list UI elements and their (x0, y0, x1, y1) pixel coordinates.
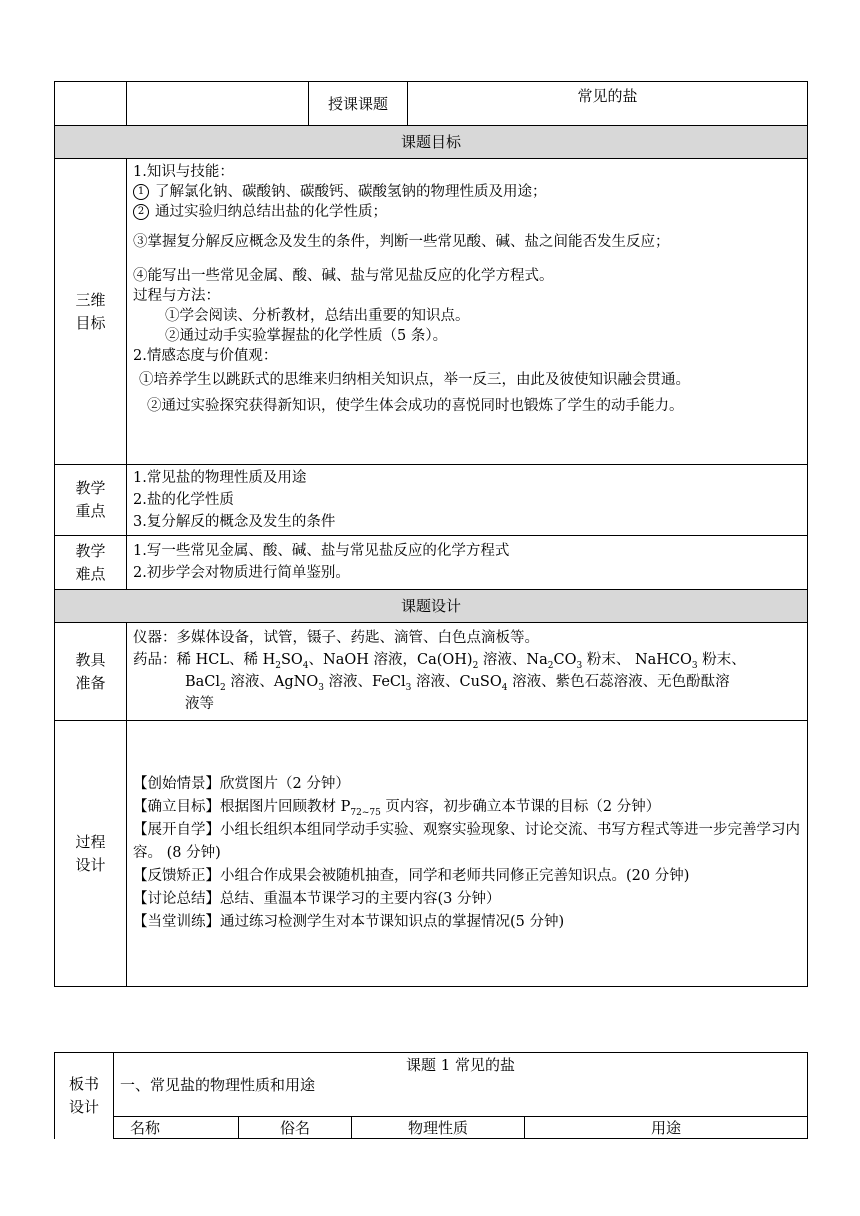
goals-side-1: 三维 (75, 290, 106, 309)
goals-row (55, 159, 808, 465)
keypoints-side-1: 教学 (75, 479, 106, 497)
drug-text: BaCl (185, 674, 221, 690)
board-design-table (54, 1052, 808, 1139)
board-header-row (55, 1117, 808, 1139)
header-row (55, 82, 808, 126)
board-side-2: 设计 (68, 1097, 99, 1116)
design-section-header: 课题设计 (55, 590, 808, 623)
board-title: 课题 1 常见的盐 (405, 1056, 516, 1074)
equipment-side-2: 准备 (75, 673, 106, 692)
board-subtitle: 一、常见盐的物理性质和用途 (120, 1076, 316, 1094)
drugs-line-1 (133, 649, 801, 671)
drug-text: 稀 HCL、稀 H (176, 652, 276, 668)
drug-sub: 3 (405, 682, 412, 693)
knowledge-item-2 (133, 202, 801, 222)
number-circle: 2 (133, 204, 149, 220)
column-common-name: 俗名 (239, 1117, 352, 1139)
topic-label: 授课课题 (309, 82, 408, 126)
knowledge-item-2-text: 通过实验归纳总结出盐的化学性质； (155, 204, 387, 220)
equipment-content (127, 623, 808, 721)
process-method-title: 过程与方法： (133, 288, 220, 304)
keypoints-side-label (55, 465, 127, 536)
drugs-line-2 (133, 671, 801, 693)
process-step: 【讨论总结】总结、重温本节课学习的主要内容(3 分钟） (133, 891, 501, 907)
process-step: 【创始情景】欣赏图片（2 分钟） (133, 776, 350, 792)
drug-text: CO (553, 652, 577, 668)
knowledge-item-1 (133, 182, 801, 202)
drug-sub: 2 (220, 682, 226, 693)
drug-sub: 4 (501, 682, 508, 693)
process-step-text: 【确立目标】根据图片回顾教材 P (133, 799, 351, 815)
process-side-label (55, 721, 127, 987)
lesson-plan-table (54, 81, 808, 987)
drug-sub: 2 (275, 660, 281, 671)
drug-text: 溶液、FeCl (323, 674, 406, 690)
process-step: 【反馈矫正】小组合作成果会被随机抽查，同学和老师共同修正完善知识点。(20 分钟) (133, 868, 690, 884)
process-step-text: 页内容，初步确立本节课的目标（2 分钟） (380, 799, 661, 815)
difficulties-content (127, 536, 808, 590)
process-side-1: 过程 (75, 832, 106, 851)
keypoints-row (55, 465, 808, 536)
difficulties-row (55, 536, 808, 590)
drug-text: 、NaOH 溶液，Ca(OH) (308, 652, 473, 668)
drug-sub: 3 (318, 682, 324, 693)
drug-text: 粉末、 NaHCO (582, 652, 692, 668)
design-section-row (55, 590, 808, 623)
header-blank-cell-2 (127, 82, 309, 126)
keypoints-side-2: 重点 (75, 502, 106, 520)
process-side-2: 设计 (75, 855, 106, 874)
difficulty-item: 1.写一些常见金属、酸、碱、盐与常见盐反应的化学方程式 (133, 543, 510, 559)
board-title-cell (114, 1053, 808, 1117)
goals-side-2: 目标 (75, 313, 106, 332)
keypoint-item: 3.复分解反的概念及发生的条件 (133, 514, 336, 530)
drug-sub: 2 (547, 660, 554, 671)
difficulties-side-1: 教学 (75, 541, 106, 560)
difficulties-side-2: 难点 (75, 564, 106, 583)
drug-sub: 3 (576, 660, 583, 671)
equipment-side-label (55, 623, 127, 721)
board-side-1: 板书 (68, 1074, 99, 1093)
knowledge-item-3: ③掌握复分解反应概念及发生的条件，判断一些常见酸、碱、盐之间能否发生反应； (133, 234, 670, 250)
column-name: 名称 (114, 1117, 239, 1139)
process-method-item-1: ①学会阅读、分析教材，总结出重要的知识点。 (165, 308, 470, 324)
knowledge-item-4: ④能写出一些常见金属、酸、碱、盐与常见盐反应的化学方程式。 (133, 268, 554, 284)
column-physical-properties: 物理性质 (352, 1117, 525, 1139)
goal-section-header: 课题目标 (55, 126, 808, 159)
knowledge-item-1-text: 了解氯化钠、碳酸钠、碳酸钙、碳酸氢钠的物理性质及用途； (155, 184, 547, 200)
process-method-item-2: ②通过动手实验掌握盐的化学性质（5 条）。 (165, 328, 448, 344)
process-row (55, 721, 808, 987)
difficulties-side-label (55, 536, 127, 590)
drugs-line-3: 液等 (185, 696, 214, 712)
difficulty-item: 2.初步学会对物质进行简单鉴别。 (133, 565, 350, 581)
process-content (127, 721, 808, 987)
drugs-label: 药品： (133, 652, 177, 668)
board-side-label (55, 1053, 114, 1139)
emotion-title: 2.情感态度与价值观： (133, 348, 278, 364)
drug-text: 溶液、紫色石蕊溶液、无色酚酞溶 (507, 674, 730, 690)
goals-content (127, 159, 808, 465)
knowledge-title: 1.知识与技能： (133, 164, 234, 180)
equipment-row (55, 623, 808, 721)
emotion-item-1: ①培养学生以跳跃式的思维来归纳相关知识点，举一反三，由此及彼使知识融会贯通。 (139, 372, 690, 388)
process-step (133, 796, 801, 819)
drug-text: 溶液、AgNO (225, 674, 319, 690)
header-blank-cell-1 (55, 82, 127, 126)
topic-value: 常见的盐 (408, 82, 808, 126)
drug-sub: 2 (472, 660, 479, 671)
drug-sub: 3 (691, 660, 698, 671)
process-step-sub: 72~75 (350, 807, 381, 818)
keypoint-item: 1.常见盐的物理性质及用途 (133, 470, 307, 486)
goals-side-label (55, 159, 127, 465)
keypoint-item: 2.盐的化学性质 (133, 492, 234, 508)
drug-text: 粉末、 (697, 652, 746, 668)
column-uses: 用途 (525, 1117, 808, 1139)
equipment-side-1: 教具 (75, 650, 106, 669)
number-circle: 1 (133, 184, 149, 200)
board-title-row (55, 1053, 808, 1117)
emotion-item-2: ②通过实验探究获得新知识，使学生体会成功的喜悦同时也锻炼了学生的动手能力。 (147, 398, 684, 414)
drug-sub: 4 (302, 660, 309, 671)
goal-section-row (55, 126, 808, 159)
keypoints-content (127, 465, 808, 536)
drug-text: 溶液、CuSO (411, 674, 502, 690)
drug-text: 溶液、Na (478, 652, 548, 668)
process-step: 【展开自学】小组长组织本组同学动手实验、观察实验现象、讨论交流、书写方程式等进一步完善学习内容。 (8 分钟) (133, 822, 800, 861)
drug-text: SO (280, 652, 303, 668)
process-step: 【当堂训练】通过练习检测学生对本节课知识点的掌握情况(5 分钟) (133, 914, 565, 930)
instruments-line: 仪器：多媒体设备，试管，镊子、药匙、滴管、白色点滴板等。 (133, 630, 539, 646)
